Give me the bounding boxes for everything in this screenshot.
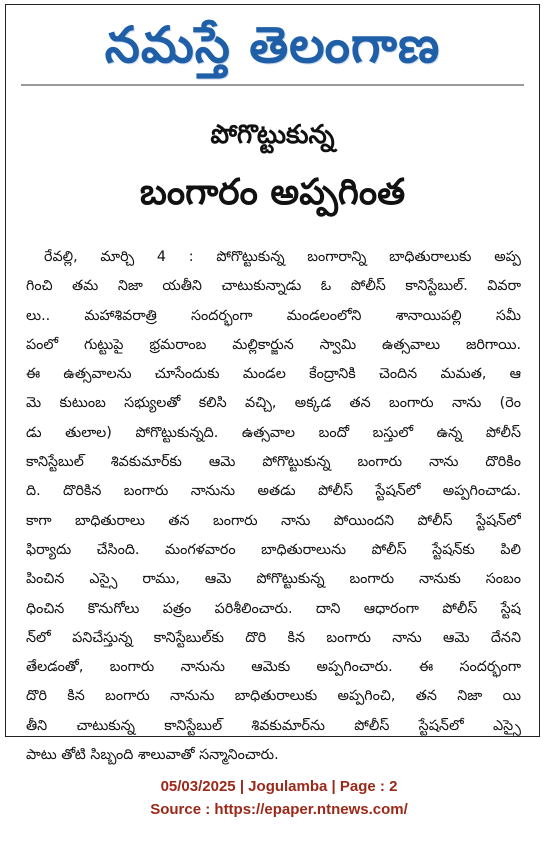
edition-info: 05/03/2025 | Jogulamba | Page : 2 xyxy=(160,778,398,795)
article-line: కాగా బాధితురాలు తన బంగారు నాను పోయిందని పోలీస్ స్టేషన్‌లో xyxy=(26,512,521,529)
article-line: లు.. మహాశివరాత్రి సందర్భంగా మండలంలోని శానాయిపల్లి సమీ xyxy=(26,307,521,324)
article-line: పించిన ఎస్సై రాము, ఆమె పోగొట్టుకున్న బంగారు నానుకు సంబం xyxy=(26,571,521,588)
article-line: రేవల్లి, మార్చి 4 : పోగొట్టుకున్న బంగారాన్ని బాధితురాలుకు అప్ప xyxy=(44,249,521,265)
article-line: తీని చాటుకున్న కానిస్టేబుల్ శివకుమార్‌ను పోలీస్ స్టేషన్‌లో ఎస్సై xyxy=(26,717,521,734)
article-line: డు తులాల) పోగొట్టుకున్నది. ఉత్సవాల బందో బస్తులో ఉన్న పోలీస్ xyxy=(26,424,521,441)
article-line: ధించిన కొనుగోలు పత్రం పరిశీలించారు. దాని ఆధారంగా పోలీస్ స్టేష xyxy=(26,600,521,617)
article-line: ఈ ఉత్సవాలను చూసేందుకు మండల కేంద్రానికి చెందిన మమత, ఆ xyxy=(26,366,521,383)
headline-line-2: బంగారం అప్పగింత xyxy=(139,172,406,213)
article-line: తేలడంతో, బంగారు నానును ఆమెకు అప్పగించారు. ఈ సందర్భంగా xyxy=(26,659,521,676)
article-line: కానిస్టేబుల్ శివకుమార్‌కు ఆమె పోగొట్టుకున్న బంగారు నాను దొరికిం xyxy=(26,454,521,471)
article-line: ది. దొరికిన బంగారు నానును అతడు పోలీస్ స్టేషన్‌లో అప్పగించాడు. xyxy=(26,483,521,500)
newspaper-masthead: నమస్తే తెలంగాణ xyxy=(104,16,441,74)
article-line: పంలో గుట్టుపై భ్రమరాంబ మల్లికార్జున స్వామి ఉత్సవాలు జరిగాయి. xyxy=(26,336,521,353)
article-line: దొరి కిన బంగారు నానును బాధితురాలుకు అప్పగించి, తన నిజా యి xyxy=(26,688,521,705)
headline-line-1: పోగొట్టుకున్న xyxy=(210,120,335,150)
source-link[interactable]: Source : https://epaper.ntnews.com/ xyxy=(150,801,408,818)
article-line: న్‌లో పనిచేస్తున్న కానిస్టేబుల్‌కు దొరి కిన బంగారు నాను ఆమె దేనని xyxy=(26,629,521,646)
article-line: ఫిర్యాదు చేసింది. మంగళవారం బాధితురాలును పోలీస్ స్టేషన్‌కు పిలి xyxy=(26,541,521,558)
masthead-divider xyxy=(21,84,524,86)
article-line: పాటు తోటి సిబ్బంది శాలువాతో సన్మానించారు. xyxy=(26,747,279,764)
article-line: గించి తమ నిజా యతీని చాటుకున్నాడు ఓ పోలీస్ కానిస్టేబుల్. వివరా xyxy=(26,278,521,295)
article-line: మె కుటుంబ సభ్యులతో కలిసి వచ్చి, అక్కడ తన బంగారు నాను (రెం xyxy=(26,395,521,412)
article-body xyxy=(26,243,521,770)
newspaper-clipping xyxy=(5,4,540,764)
